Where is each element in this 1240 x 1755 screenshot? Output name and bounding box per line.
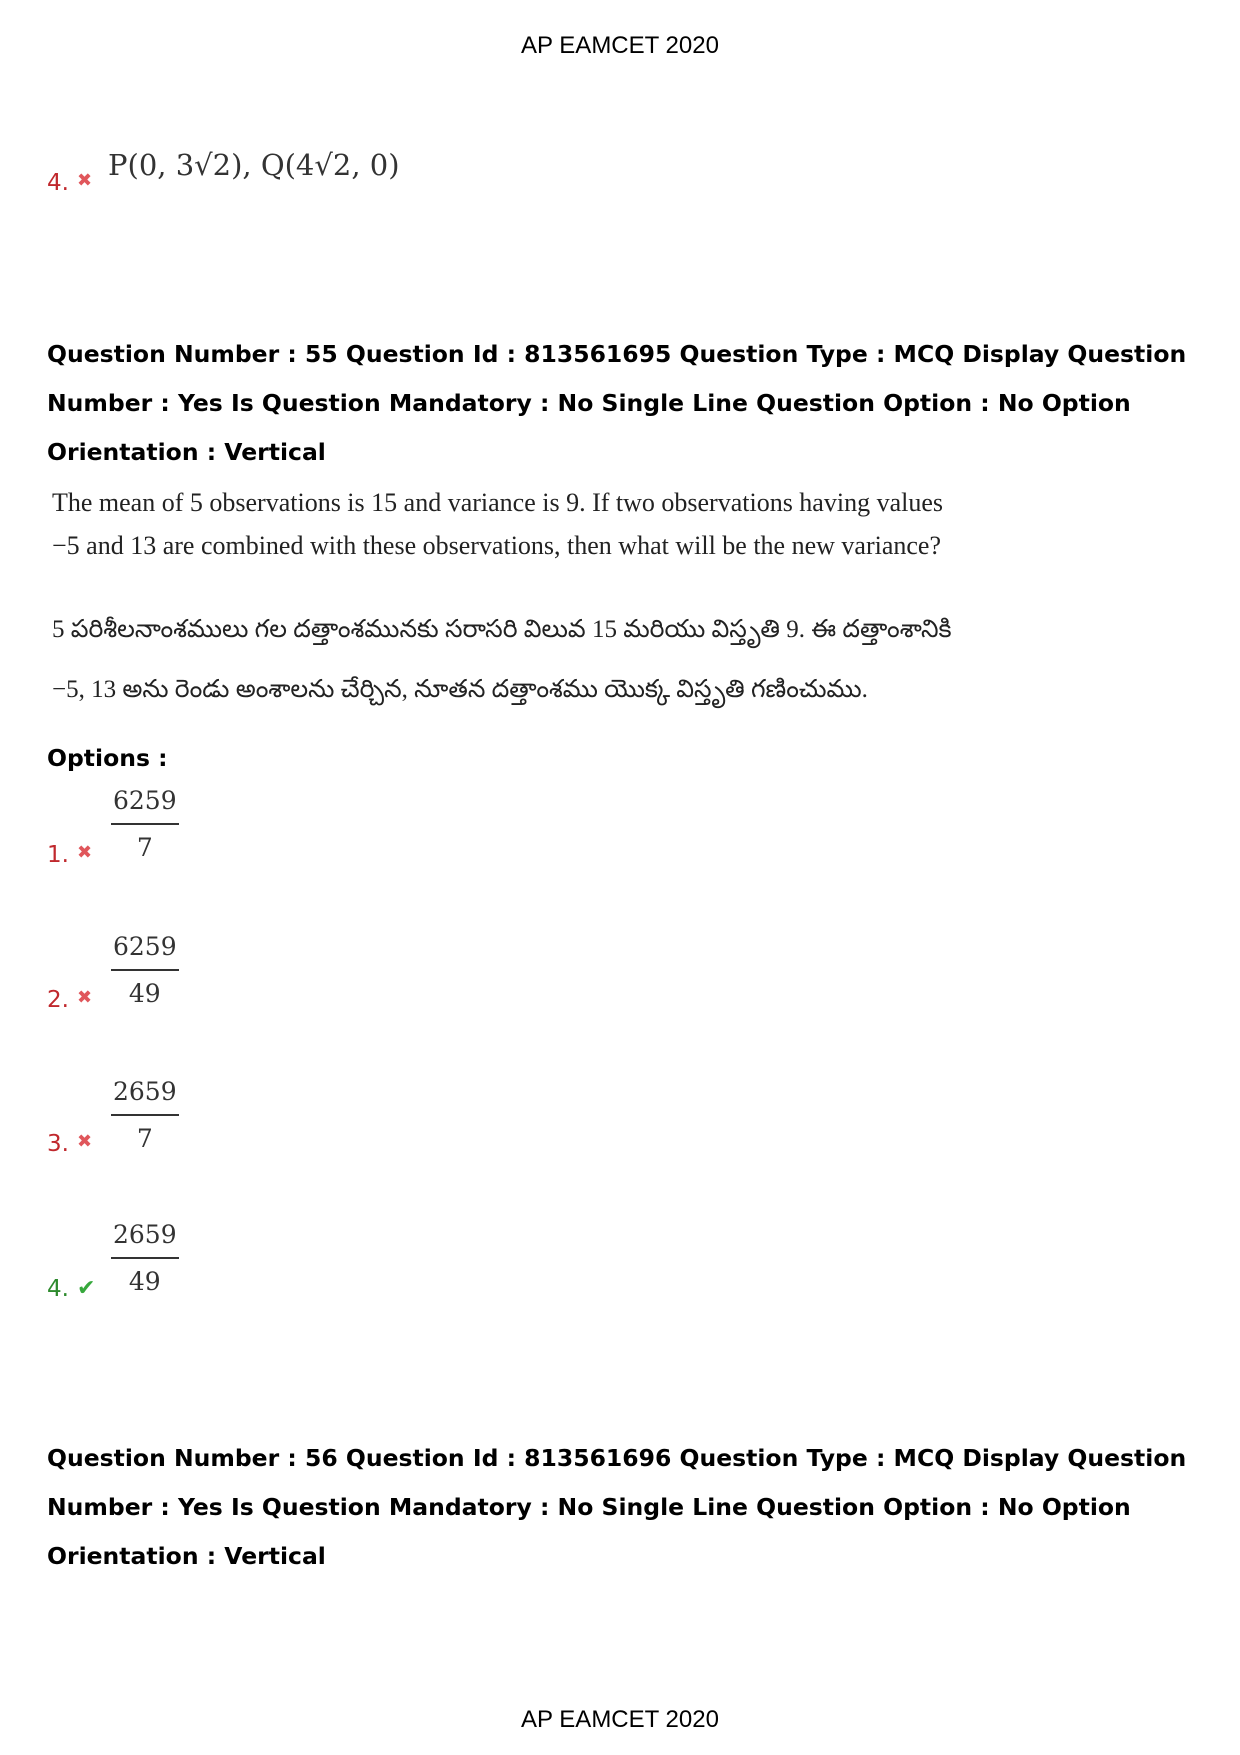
page-header: AP EAMCET 2020 [521,32,719,59]
option-4[interactable] [47,1276,103,1302]
fraction-numerator: 6259 [111,786,179,825]
fraction-denominator: 49 [128,1267,161,1296]
text-line: −5 and 13 are combined with these observations, then what will be the new variance? [52,531,941,560]
option-number: 3. [47,1131,69,1157]
option-3-fraction [111,1077,179,1153]
cross-mark-icon: ✖ [77,170,93,191]
meta-line: Number : Yes Is Question Mandatory : No Single Line Question Option : No Option [47,389,1131,417]
option-math: P(0, 3√2), Q(4√2, 0) [108,148,400,182]
text-line: The mean of 5 observations is 15 and variance is 9. If two observations having values [52,488,943,517]
fraction-numerator: 2659 [111,1077,179,1116]
fraction-numerator: 2659 [111,1220,179,1259]
fraction-denominator: 49 [128,979,161,1008]
option-number: 1. [47,842,69,868]
page-footer: AP EAMCET 2020 [521,1706,719,1733]
cross-mark-icon: ✖ [77,1131,93,1152]
meta-line: Question Number : 55 Question Id : 813561695 Question Type : MCQ Display Question [47,340,1187,368]
option-4-fraction [111,1220,179,1296]
cross-mark-icon: ✖ [77,987,93,1008]
check-mark-icon: ✔ [77,1276,96,1301]
question-55-text-telugu [52,600,1102,720]
meta-line: Orientation : Vertical [47,438,326,466]
option-1[interactable] [47,842,103,868]
options-label: Options : [47,744,168,772]
meta-line: Number : Yes Is Question Mandatory : No Single Line Question Option : No Option [47,1493,1131,1521]
option-2-fraction [111,932,179,1008]
question-56-meta [47,1434,1197,1581]
option-number: 4. [47,1276,69,1302]
meta-line: Orientation : Vertical [47,1542,326,1570]
fraction-numerator: 6259 [111,932,179,971]
option-2[interactable] [47,987,103,1013]
option-1-fraction [111,786,179,862]
meta-line: Question Number : 56 Question Id : 813561696 Question Type : MCQ Display Question [47,1444,1187,1472]
question-55-meta [47,330,1197,477]
question-55-text-english [52,481,1052,567]
prev-option-4 [47,170,103,196]
option-3[interactable] [47,1131,103,1157]
fraction-denominator: 7 [136,833,153,862]
cross-mark-icon: ✖ [77,842,93,863]
text-line: 5 పరిశీలనాంశములు గల దత్తాంశమునకు సరాసరి విలువ 15 మరియు విస్తృతి 9. ఈ దత్తాంశానికి [52,616,952,643]
fraction-denominator: 7 [136,1124,153,1153]
option-number: 4. [47,170,69,196]
text-line: −5, 13 అను రెండు అంశాలను చేర్చిన, నూతన దత్తాంశము యొక్క విస్తృతి గణించుము. [52,676,868,703]
option-number: 2. [47,987,69,1013]
